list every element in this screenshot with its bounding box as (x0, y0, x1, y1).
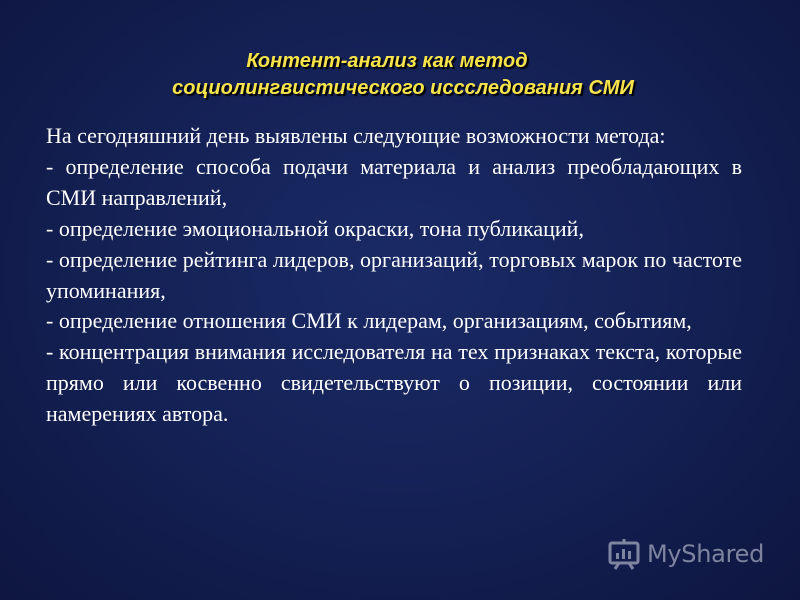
presentation-board-icon (607, 537, 641, 571)
slide-title-line-1: Контент-анализ как метод (246, 50, 528, 72)
watermark-text: MyShared (647, 540, 765, 568)
slide-title-line-2: социолингвистического иссследования СМИ (172, 77, 634, 99)
body-paragraph: - определение отношения СМИ к лидерам, организациям, событиям, (46, 308, 692, 334)
body-paragraph: - концентрация внимания исследователя на тех признаках текста, которые прямо или косвенно свидетельствуют о позиции, состоянии или намерениях автора. (46, 339, 742, 427)
body-paragraph: На сегодняшний день выявлены следующие возможности метода: (46, 123, 666, 148)
body-paragraph: - определение рейтинга лидеров, организаций, торговых марок по частоте упоминания, (46, 246, 742, 303)
body-paragraph: - определение эмоциональной окраски, тона публикаций, (46, 215, 584, 241)
slide-title (0, 48, 800, 102)
slide-body (46, 121, 742, 430)
watermark-logo (607, 534, 764, 574)
body-paragraph: - определение способа подачи материала и анализ преобладающих в СМИ направлений, (46, 153, 742, 210)
